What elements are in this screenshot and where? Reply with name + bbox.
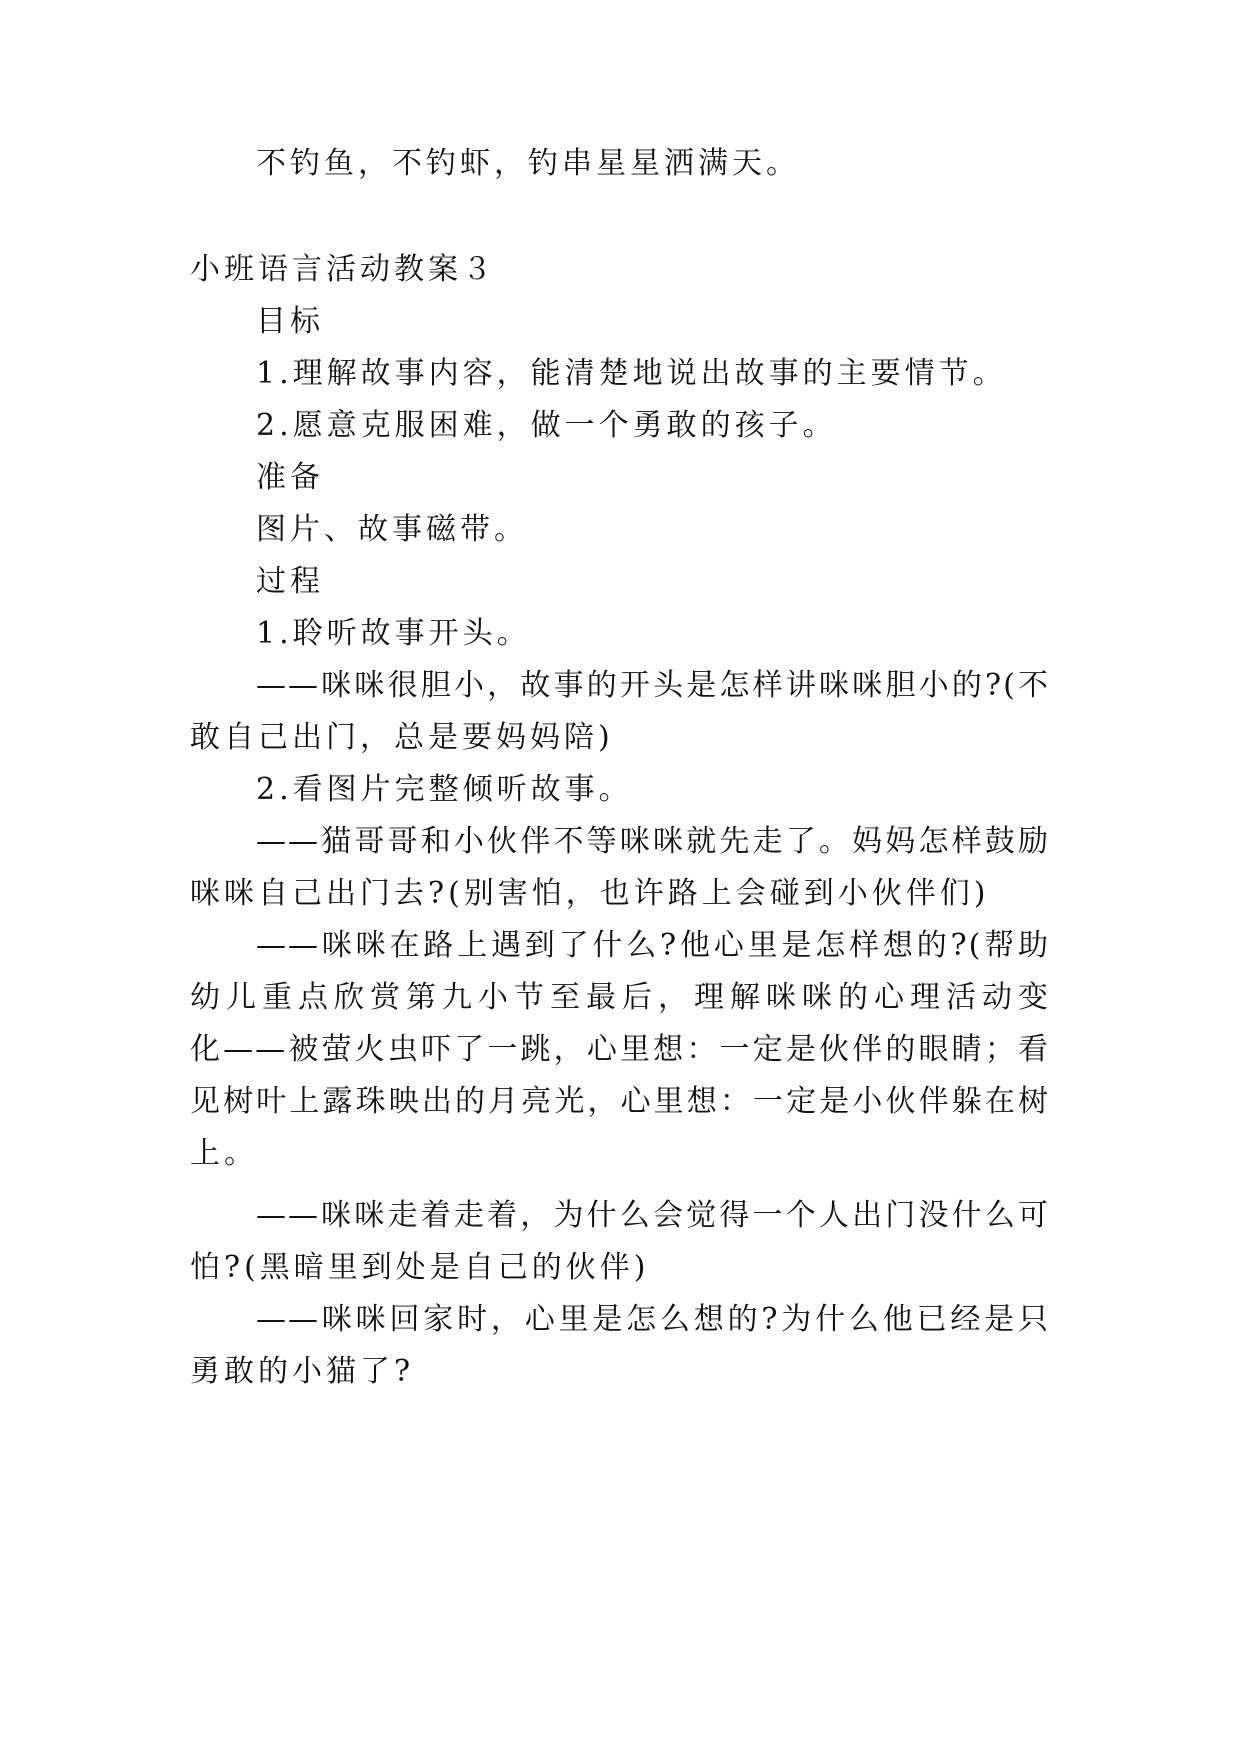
paragraph-line: 咪咪自己出门去?(别害怕，也许路上会碰到小伙伴们) bbox=[190, 876, 990, 911]
paragraph-line: ——咪咪走着走着，为什么会觉得一个人出门没什么可 bbox=[256, 1198, 1050, 1233]
paragraph-line: ——猫哥哥和小伙伴不等咪咪就先走了。妈妈怎样鼓励 bbox=[256, 824, 1050, 859]
paragraph-line: 勇敢的小猫了? bbox=[190, 1354, 415, 1389]
preparation-text: 图片、故事磁带。 bbox=[256, 512, 528, 547]
paragraph-line: 上。 bbox=[190, 1136, 258, 1171]
goal-item-2: 2.愿意克服困难，做一个勇敢的孩子。 bbox=[256, 408, 837, 443]
paragraph-line: 幼儿重点欣赏第九小节至最后，理解咪咪的心理活动变 bbox=[190, 980, 1050, 1015]
paragraph-line: ——咪咪很胆小，故事的开头是怎样讲咪咪胆小的?(不 bbox=[256, 668, 1050, 703]
paragraph-line: ——咪咪在路上遇到了什么?他心里是怎样想的?(帮助 bbox=[256, 928, 1050, 963]
poem-closing-line: 不钓鱼，不钓虾，钓串星星洒满天。 bbox=[256, 146, 800, 181]
paragraph-line: 怕?(黑暗里到处是自己的伙伴) bbox=[190, 1250, 650, 1285]
goal-item-1: 1.理解故事内容，能清楚地说出故事的主要情节。 bbox=[256, 356, 1007, 391]
preparation-heading: 准备 bbox=[256, 460, 324, 495]
paragraph-line: ——咪咪回家时，心里是怎么想的?为什么他已经是只 bbox=[256, 1302, 1050, 1337]
process-heading: 过程 bbox=[256, 564, 324, 599]
paragraph-line: 见树叶上露珠映出的月亮光，心里想：一定是小伙伴躲在树 bbox=[190, 1084, 1050, 1119]
section-title: 小班语言活动教案３ bbox=[190, 252, 496, 287]
goal-heading: 目标 bbox=[256, 304, 324, 339]
process-step-1: 1.聆听故事开头。 bbox=[256, 616, 531, 651]
paragraph-line: 化——被萤火虫吓了一跳，心里想：一定是伙伴的眼睛；看 bbox=[190, 1032, 1050, 1067]
paragraph-line: 敢自己出门，总是要妈妈陪) bbox=[190, 720, 614, 755]
process-step-2: 2.看图片完整倾听故事。 bbox=[256, 772, 633, 807]
